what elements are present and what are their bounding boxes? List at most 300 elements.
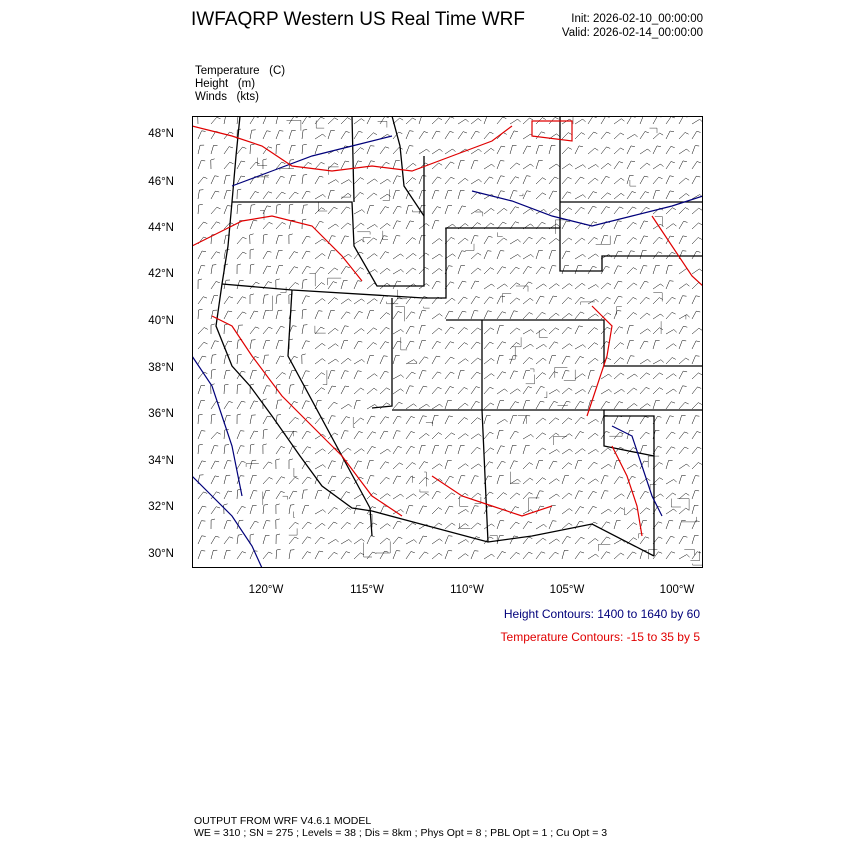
wind-barb (614, 343, 624, 349)
county-line (609, 433, 622, 436)
wind-barb (354, 311, 363, 319)
wind-barb (614, 162, 623, 169)
wind-barb (419, 386, 427, 394)
wind-barb (666, 162, 675, 170)
wind-barb (341, 508, 351, 514)
wind-barb (406, 463, 416, 470)
wind-barb (666, 265, 672, 274)
wind-barb (237, 446, 244, 454)
wind-barb (263, 341, 270, 350)
wind-barb (354, 329, 364, 335)
wind-barb (562, 148, 572, 155)
wind-barb (601, 193, 611, 199)
wind-barb (211, 414, 216, 424)
wind-barb (211, 507, 220, 514)
wind-barb (640, 404, 650, 409)
lat-label-30: 30°N (148, 548, 174, 560)
wind-barb (445, 149, 456, 154)
wind-barb (276, 459, 280, 469)
wind-barb (224, 206, 231, 214)
county-line (258, 158, 268, 166)
wind-barb (679, 194, 689, 200)
wind-barb (406, 404, 417, 409)
wind-barb (341, 540, 352, 545)
wind-barb (302, 325, 307, 334)
wind-barb (601, 283, 611, 289)
wind-barb (653, 373, 663, 379)
wind-barb (588, 148, 598, 154)
wind-barb (380, 356, 388, 364)
wind-barb (510, 445, 517, 454)
wind-barb (263, 192, 272, 199)
wind-barb (653, 298, 663, 304)
wind-barb (549, 401, 558, 409)
lon-label-115: 115°W (350, 584, 384, 596)
wind-barb (276, 400, 282, 409)
wind-barb (679, 402, 689, 409)
wind-barb (497, 446, 505, 454)
wind-barb (588, 285, 599, 290)
wind-barb (614, 221, 622, 229)
wind-barb (471, 387, 480, 394)
wind-barb (367, 161, 375, 169)
wind-barb (419, 462, 428, 469)
wind-barb (692, 176, 700, 184)
wind-barb (588, 116, 597, 124)
field-unit: (m) (237, 78, 256, 90)
wind-barb (640, 313, 650, 319)
wind-barb (692, 505, 698, 514)
wind-barb (497, 521, 504, 530)
wind-barb (328, 180, 339, 184)
wind-barb (419, 445, 426, 454)
wind-barb (237, 204, 242, 214)
wind-barb (263, 116, 270, 124)
wind-barb (289, 145, 296, 154)
county-line (671, 499, 681, 507)
wind-barb (523, 298, 533, 304)
wind-barb (393, 190, 400, 199)
wind-barb (536, 373, 546, 379)
wind-barb (289, 522, 299, 529)
county-line (383, 231, 388, 240)
wind-barb (588, 462, 598, 469)
wind-barb (614, 520, 621, 529)
wind-barb (627, 222, 637, 229)
wind-barb (458, 445, 465, 454)
wind-barb (419, 552, 428, 559)
wind-barb (367, 343, 377, 350)
wind-barb (276, 222, 286, 229)
wind-barb (341, 193, 351, 199)
wind-barb (484, 374, 494, 379)
lat-label-46: 46°N (148, 176, 174, 188)
wind-barb (380, 194, 391, 199)
map-border (193, 117, 703, 568)
wind-barb (562, 327, 572, 334)
wind-barb (263, 477, 273, 484)
wind-barb (367, 552, 376, 559)
wind-barb (445, 387, 454, 395)
wind-barb (211, 117, 221, 124)
wind-barb (393, 341, 401, 349)
state-boundaries (222, 116, 703, 556)
wind-barb (679, 161, 687, 169)
wind-barb (627, 192, 636, 200)
wind-barb (575, 312, 584, 319)
wind-barb (315, 162, 325, 169)
wind-barb (601, 176, 610, 184)
wind-barb (406, 540, 417, 544)
wind-barb (263, 355, 269, 364)
wind-barb (354, 210, 365, 214)
wind-barb (328, 282, 337, 289)
wind-barb (484, 358, 494, 364)
wind-barb (315, 283, 325, 289)
wind-barb (237, 280, 244, 289)
wind-barb (302, 371, 310, 379)
wind-barb (302, 431, 311, 439)
wind-barb (614, 235, 621, 244)
wind-barb (536, 401, 544, 409)
wind-barb (198, 297, 207, 304)
wind-barb (497, 475, 504, 484)
wind-barb (237, 354, 242, 364)
wind-barb (601, 402, 610, 410)
wind-barb (484, 524, 495, 529)
wind-barb (198, 342, 208, 349)
wind-barb (588, 479, 599, 484)
wind-barb (510, 552, 520, 559)
wind-barb (575, 507, 584, 514)
wind-barb (510, 328, 520, 334)
wind-barb (627, 340, 634, 349)
county-line (341, 196, 351, 198)
wind-barb (627, 552, 636, 559)
wind-barb (289, 550, 294, 559)
wind-barb (198, 131, 206, 139)
wind-barb (627, 508, 637, 514)
wind-barb (328, 507, 338, 514)
wind-barb (562, 401, 570, 409)
wind-barb (549, 418, 559, 424)
field-name: Temperature (195, 65, 260, 77)
wind-barb (224, 461, 231, 469)
wind-barb (250, 144, 254, 154)
wind-barb (341, 161, 349, 169)
wind-barb (484, 328, 494, 334)
wind-barb (562, 177, 572, 184)
county-line (544, 392, 547, 398)
wind-barb (315, 388, 325, 394)
wind-barb (341, 118, 351, 124)
wind-barb (458, 509, 469, 514)
wind-barb (419, 371, 426, 379)
wind-barb (562, 536, 571, 544)
wind-barb (393, 221, 401, 229)
wind-barb (250, 205, 255, 214)
wind-barb (211, 369, 216, 379)
wind-barb (692, 403, 702, 409)
wind-barb (237, 325, 243, 334)
wind-barb (640, 491, 649, 499)
wind-barb (393, 254, 404, 259)
wind-barb (432, 508, 442, 514)
wind-barb (419, 478, 429, 485)
county-line (686, 315, 687, 319)
wind-barb (471, 236, 478, 244)
wind-barb (471, 551, 478, 559)
lon-label-100: 100°W (659, 584, 695, 596)
wind-barb (575, 478, 585, 485)
wind-barb (614, 402, 623, 409)
wind-barb (653, 237, 663, 244)
lat-label-40: 40°N (148, 315, 174, 327)
wind-barb (549, 251, 556, 260)
wind-barb (549, 450, 560, 455)
wind-barb (523, 330, 534, 334)
wind-barb (666, 460, 673, 469)
wind-barb (679, 341, 686, 349)
wind-barb (315, 267, 324, 274)
wind-barb (354, 178, 364, 184)
wind-barb (432, 464, 442, 469)
county-line (519, 194, 523, 196)
wind-barb (432, 207, 441, 214)
wind-barb (432, 328, 442, 334)
wind-barb (406, 477, 415, 485)
wind-barb (276, 326, 285, 334)
wind-barb (588, 539, 598, 545)
wind-barb (198, 145, 204, 154)
county-line (684, 550, 694, 556)
wind-barb (588, 299, 599, 304)
wind-barb (224, 384, 229, 394)
wind-barb (601, 389, 612, 394)
wind-barb (458, 178, 468, 184)
wind-barb (497, 312, 506, 319)
wind-barb (289, 431, 297, 439)
wind-barb (406, 552, 415, 560)
wind-barb (575, 326, 583, 334)
county-line (401, 337, 407, 350)
wind-barb (588, 328, 598, 334)
wind-barb (354, 131, 363, 139)
wind-barb (237, 189, 241, 199)
wind-barb (224, 147, 233, 154)
wind-barb (458, 370, 465, 379)
wind-barb (445, 131, 454, 139)
wind-barb (458, 343, 468, 349)
wind-barb (679, 475, 686, 484)
wind-barb (692, 296, 700, 304)
wind-barb (289, 537, 298, 544)
county-line (426, 422, 433, 426)
wind-barb (367, 146, 374, 154)
wind-barb (575, 491, 583, 499)
wind-barb (302, 144, 307, 154)
wind-barb (640, 329, 651, 334)
wind-barb (419, 404, 430, 409)
county-line (682, 517, 697, 522)
wind-barb (484, 311, 492, 319)
wind-barb (341, 131, 350, 139)
county-line (690, 551, 699, 560)
wind-barb (289, 283, 299, 290)
wind-barb (367, 116, 375, 124)
wind-barb (211, 265, 216, 274)
wind-barb (276, 116, 282, 124)
wind-barb (237, 401, 245, 409)
wind-barb (276, 176, 285, 184)
lat-label-48: 48°N (148, 128, 174, 140)
wind-barb (367, 328, 377, 334)
wind-barb (250, 475, 257, 484)
wind-barb (432, 131, 440, 139)
wind-barb (393, 236, 400, 244)
wind-barb (328, 207, 338, 214)
wind-barb (445, 523, 455, 529)
wind-barb (263, 491, 270, 500)
wind-barb (263, 429, 268, 439)
wind-barb (250, 460, 256, 469)
wind-barb (627, 464, 638, 469)
wind-barb (393, 176, 401, 184)
wind-barb (562, 298, 572, 305)
wind-barb (380, 313, 390, 319)
wind-barb (445, 446, 452, 455)
county-line (257, 177, 268, 178)
wind-barb (562, 449, 573, 454)
wind-barb (510, 416, 517, 425)
wind-barb (393, 551, 400, 559)
wind-barb (601, 116, 610, 124)
wind-barb (471, 253, 481, 259)
wind-barb (523, 313, 533, 320)
wind-barb (380, 179, 391, 184)
wind-barb (549, 296, 557, 304)
wind-barb (575, 521, 583, 529)
wind-barb (458, 540, 469, 545)
wind-barb (653, 177, 663, 184)
wind-barb (458, 476, 465, 484)
county-line (693, 564, 702, 566)
wind-barb (497, 161, 504, 169)
wind-barb (614, 133, 624, 139)
wind-barb (510, 522, 519, 529)
wind-barb (575, 345, 586, 349)
wind-barb (406, 326, 414, 334)
wind-barb (224, 297, 233, 304)
wind-barb (679, 493, 689, 499)
wind-barb (354, 461, 362, 469)
wind-barb (484, 448, 494, 454)
wind-barb (419, 506, 427, 514)
county-line (357, 232, 370, 235)
wind-barb (198, 521, 205, 529)
wind-barb (640, 149, 651, 154)
wind-barb (458, 464, 468, 469)
wind-barb (250, 370, 257, 379)
wind-barb (692, 238, 702, 245)
wind-barb (679, 415, 686, 424)
wind-barb (523, 387, 532, 394)
wind-barb (250, 192, 259, 200)
wind-barb (510, 493, 520, 499)
wind-barb (458, 403, 468, 409)
wind-barb (484, 462, 493, 469)
wind-barb (198, 444, 203, 454)
wind-barb (666, 176, 674, 184)
wind-barb (367, 447, 376, 455)
wind-barb (562, 313, 572, 319)
wind-barb (627, 116, 636, 124)
wind-barb (406, 494, 416, 499)
wind-barb (198, 536, 206, 544)
wind-barb (692, 328, 702, 334)
wind-barb (315, 510, 326, 514)
wind-barb (510, 177, 519, 184)
wind-barb (471, 268, 481, 274)
wind-barb (601, 132, 610, 139)
wind-barb (380, 371, 389, 379)
wind-barb (445, 476, 454, 484)
wind-barb (354, 299, 365, 304)
wind-barb (211, 159, 215, 169)
wind-barb (380, 327, 390, 334)
wind-barb (575, 254, 586, 259)
wind-barb (510, 119, 521, 124)
wind-barb (692, 146, 699, 154)
wind-barb (510, 402, 519, 409)
wind-barb (380, 268, 390, 274)
wind-barb (263, 175, 269, 184)
wind-barb (276, 144, 280, 154)
wind-barb (497, 493, 507, 499)
wind-barb (692, 251, 700, 259)
wind-barb (250, 221, 257, 229)
wind-barb (458, 297, 467, 304)
wind-barb (432, 356, 440, 364)
wind-barb (627, 297, 637, 304)
county-line (353, 417, 355, 427)
wind-barb (536, 538, 546, 544)
wind-barb (562, 418, 572, 424)
wind-barb (536, 237, 546, 244)
wind-barb (445, 342, 454, 349)
wind-barb (640, 446, 647, 455)
wind-barb (341, 386, 349, 394)
wind-barb (601, 431, 610, 439)
wind-barb (432, 118, 442, 124)
wind-barb (484, 268, 494, 274)
wind-barb (471, 493, 481, 499)
wind-barb (354, 388, 364, 394)
wind-barb (276, 340, 283, 349)
wind-barb (549, 372, 558, 379)
wind-barb (588, 254, 599, 259)
wind-barb (406, 432, 415, 440)
wind-barb (536, 160, 543, 169)
wind-barb (315, 523, 325, 529)
wind-barb (549, 479, 559, 484)
wind-barb (575, 146, 583, 154)
wind-barb (315, 343, 325, 349)
wind-barb (653, 265, 660, 274)
wind-barb (393, 446, 402, 454)
wind-barb (692, 311, 700, 319)
county-line (323, 370, 327, 385)
